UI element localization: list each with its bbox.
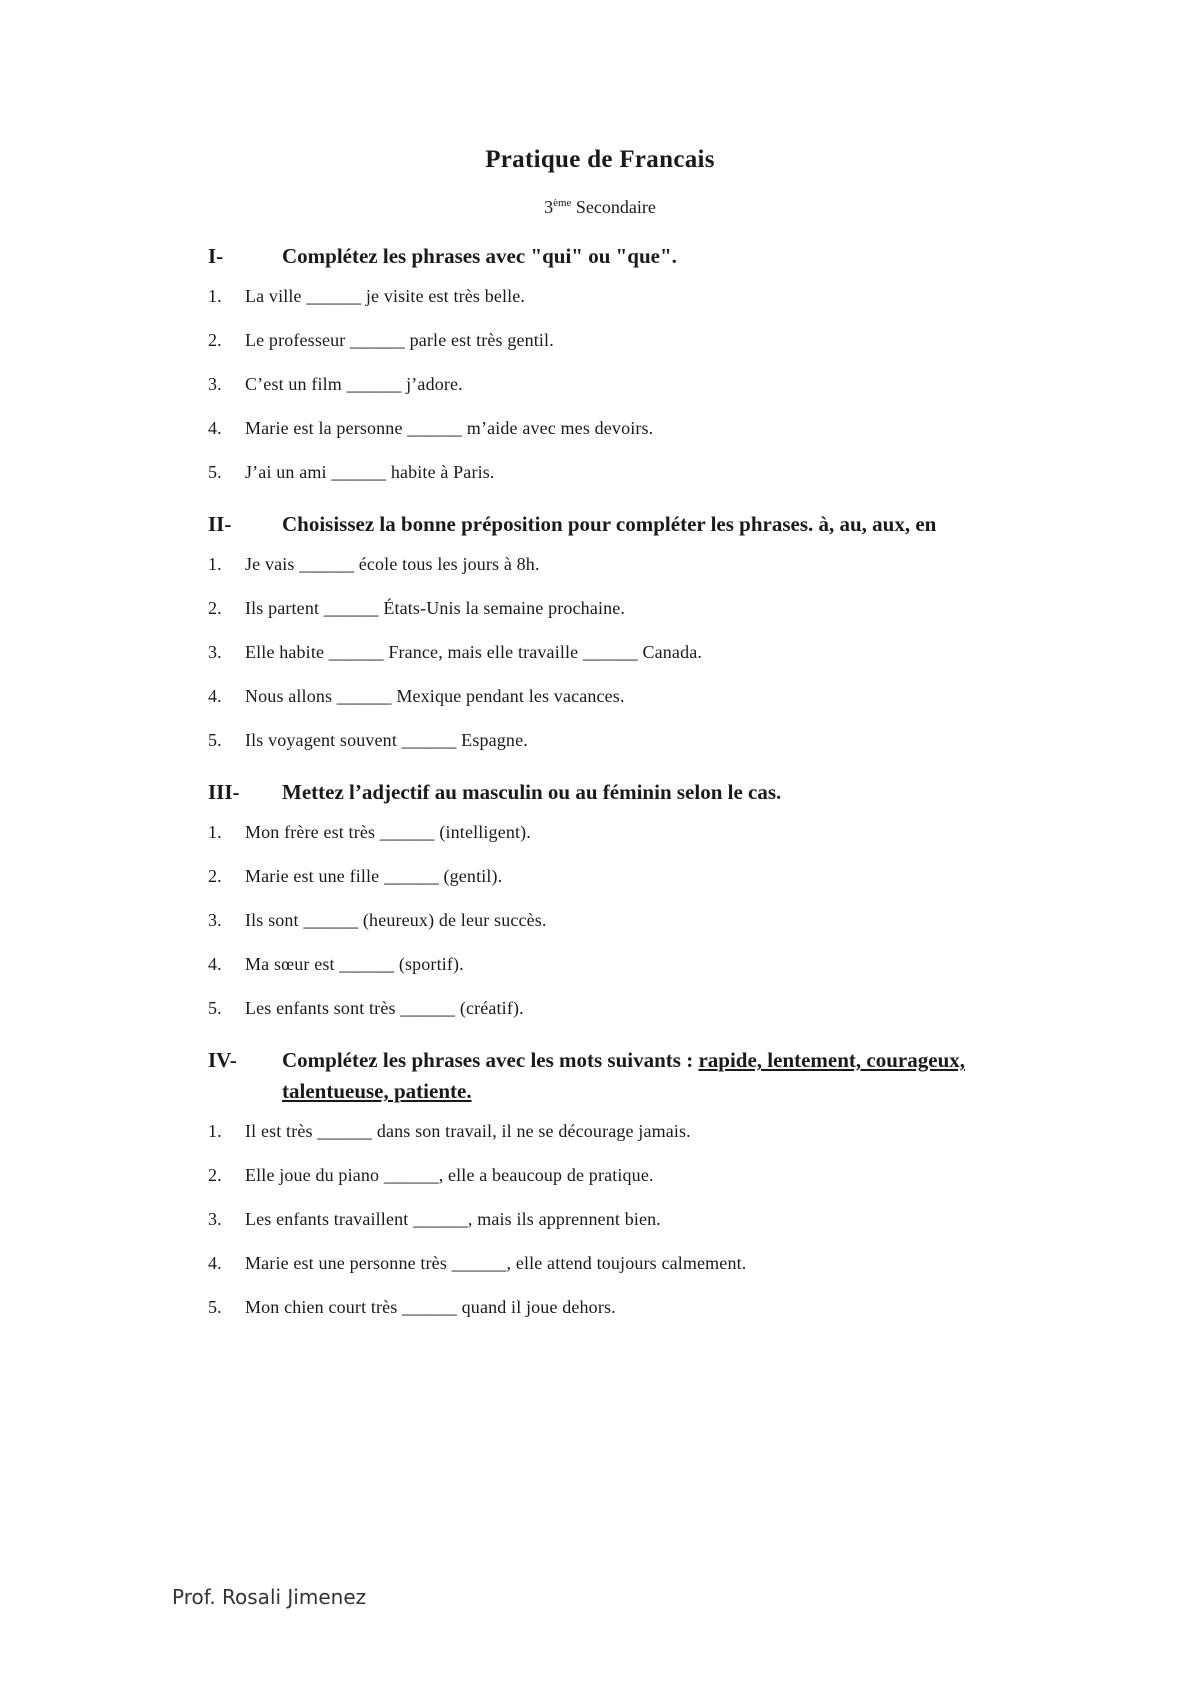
item-number: 5. [208,998,222,1018]
item-number: 4. [208,418,222,438]
item-number: 5. [208,730,222,750]
exercise-item [208,372,1028,416]
item-number: 3. [208,374,222,394]
document-title: Pratique de Francais [485,146,715,173]
section-number: IV- [208,1048,237,1072]
exercise-list [208,820,1028,1040]
item-number: 1. [208,1121,222,1141]
item-text: Marie est une fille ______ (gentil). [245,866,503,886]
exercise-item [208,284,1028,328]
section-number: III- [208,780,240,804]
item-number: 2. [208,330,222,350]
item-number: 2. [208,598,222,618]
exercise-item [208,996,1028,1040]
item-text: Mon frère est très ______ (intelligent). [245,822,531,842]
exercise-item [208,820,1028,864]
subtitle-superscript: ème [553,197,572,209]
item-number: 1. [208,554,222,574]
item-text: Ils voyagent souvent ______ Espagne. [245,730,528,750]
exercise-item [208,596,1028,640]
exercise-item [208,552,1028,596]
item-text: Il est très ______ dans son travail, il ne se décourage jamais. [245,1121,691,1141]
exercise-item [208,1207,1028,1251]
item-text: Le professeur ______ parle est très gentil. [245,330,554,350]
item-text: Les enfants sont très ______ (créatif). [245,998,524,1018]
exercise-item [208,1119,1028,1163]
item-text: Nous allons ______ Mexique pendant les vacances. [245,686,625,706]
item-number: 4. [208,954,222,974]
section-3 [208,777,1028,1040]
item-text: La ville ______ je visite est très belle. [245,286,526,306]
section-heading [208,1045,1028,1107]
item-number: 4. [208,686,222,706]
exercise-item [208,640,1028,684]
exercise-item [208,864,1028,908]
section-2 [208,509,1028,772]
section-heading [208,241,1028,272]
section-instruction: Complétez les phrases avec "qui" ou "que". [282,244,677,268]
exercise-item [208,728,1028,772]
item-text: Mon chien court très ______ quand il joue dehors. [245,1297,616,1317]
exercise-item [208,1251,1028,1295]
item-text: J’ai un ami ______ habite à Paris. [245,462,495,482]
item-number: 1. [208,822,222,842]
subtitle-grade: 3 [544,197,554,217]
item-number: 2. [208,866,222,886]
section-heading [208,777,1028,808]
item-number: 3. [208,1209,222,1229]
word-bank: rapide, lentement, courageux, talentueuse, patiente. [282,1048,965,1103]
item-number: 4. [208,1253,222,1273]
section-number: I- [208,244,224,268]
section-instruction: Mettez l’adjectif au masculin ou au féminin selon le cas. [282,780,782,804]
exercise-item [208,908,1028,952]
section-instruction: Complétez les phrases avec les mots suivants : rapide, lentement, courageux, talentueuse, patiente. [282,1048,965,1103]
footer-author: Prof. Rosali Jimenez [172,1585,367,1609]
document-subtitle [0,197,1200,218]
section-1 [208,241,1028,504]
section-heading [208,509,1028,540]
item-text: C’est un film ______ j’adore. [245,374,463,394]
item-text: Ma sœur est ______ (sportif). [245,954,464,974]
exercise-item [208,328,1028,372]
item-text: Ils partent ______ États-Unis la semaine prochaine. [245,598,626,618]
item-number: 2. [208,1165,222,1185]
exercise-list [208,284,1028,504]
item-number: 1. [208,286,222,306]
item-text: Ils sont ______ (heureux) de leur succès. [245,910,547,930]
item-text: Elle habite ______ France, mais elle travaille ______ Canada. [245,642,703,662]
exercise-item [208,1295,1028,1339]
item-number: 5. [208,1297,222,1317]
item-number: 3. [208,910,222,930]
item-text: Marie est une personne très ______, elle attend toujours calmement. [245,1253,747,1273]
exercise-list [208,1119,1028,1339]
item-text: Les enfants travaillent ______, mais ils apprennent bien. [245,1209,661,1229]
exercise-item [208,1163,1028,1207]
exercise-item [208,952,1028,996]
section-4 [208,1045,1028,1339]
section-instruction: Choisissez la bonne préposition pour compléter les phrases. à, au, aux, en [282,512,937,536]
item-text: Je vais ______ école tous les jours à 8h. [245,554,540,574]
item-number: 5. [208,462,222,482]
exercise-list [208,552,1028,772]
exercise-item [208,416,1028,460]
exercise-content [208,241,1028,1344]
subtitle-level: Secondaire [571,197,656,217]
item-text: Marie est la personne ______ m’aide avec mes devoirs. [245,418,654,438]
section-number: II- [208,512,232,536]
exercise-item [208,460,1028,504]
item-number: 3. [208,642,222,662]
exercise-item [208,684,1028,728]
item-text: Elle joue du piano ______, elle a beaucoup de pratique. [245,1165,654,1185]
